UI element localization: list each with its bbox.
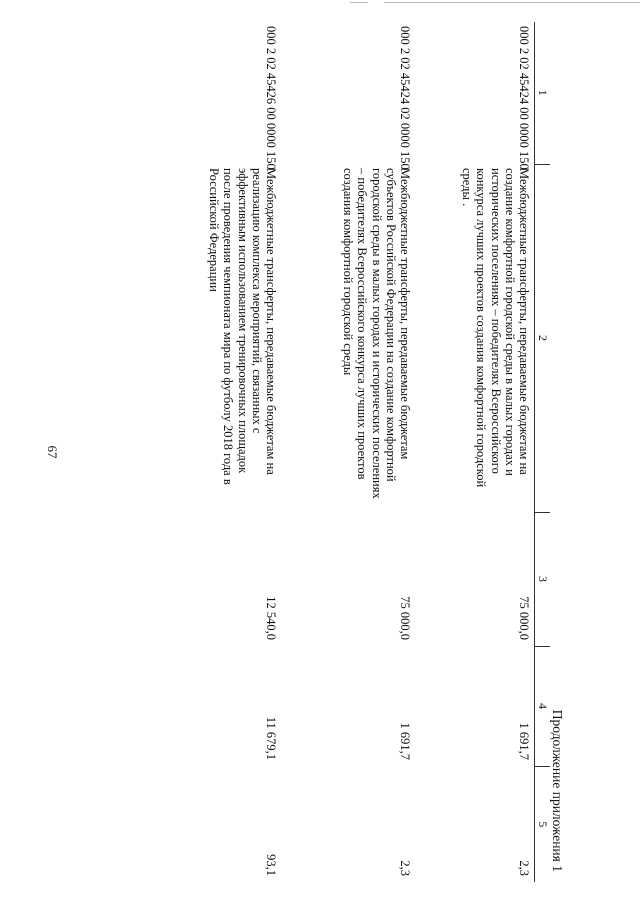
column-number-row [535, 22, 551, 882]
column-header: 4 [535, 646, 551, 766]
scan-artifact [384, 2, 640, 3]
budget-code: 000 2 02 45424 02 0000 150 [398, 26, 412, 170]
value-col5: 2,3 [517, 860, 531, 876]
scan-artifact [350, 2, 368, 3]
column-header: 3 [535, 512, 551, 646]
document-sheet [70, 22, 605, 882]
column-header: 1 [535, 22, 551, 164]
value-col4: 1 691,7 [517, 722, 531, 760]
table-row [415, 22, 535, 882]
row-description: Межбюджетные трансферты, передаваемые бюджетам субъектов Российской Федерации на создание комфортной городской среды в малых городах и исторических поселениях – победителях Всероссийского конкурса лучших проектов создания комфортной городской среды [341, 168, 412, 499]
budget-table [152, 22, 550, 882]
column-header: 2 [535, 164, 551, 512]
value-col5: 2,3 [398, 860, 412, 876]
value-col5: 93,1 [264, 854, 278, 876]
row-description: Межбюджетные трансферты, передаваемые бюджетам на создание комфортной городской среды в малых городах и исторических поселениях – победителях Всероссийского конкурса лучших проектов создания комфортной городской среды . [460, 168, 531, 488]
value-col3: 75 000,0 [398, 596, 412, 640]
table-row [152, 22, 281, 882]
rotated-content [70, 22, 605, 882]
table-row [281, 22, 415, 882]
row-description: Межбюджетные трансферты, передаваемые бюджетам на реализацию комплекса мероприятий, связанных с эффективным использованием тренировочных площадок после проведения чемпионата мира по футболу 2018 года в Российской Федерации [207, 168, 278, 485]
value-col3: 75 000,0 [517, 596, 531, 640]
value-col4: 11 679,1 [264, 716, 278, 760]
value-col3: 12 540,0 [264, 596, 278, 640]
appendix-caption: Продолжение приложения 1 [550, 709, 565, 872]
budget-code: 000 2 02 45424 00 0000 150 [517, 26, 531, 170]
value-col4: 1 691,7 [398, 722, 412, 760]
budget-code: 000 2 02 45426 00 0000 150 [264, 26, 278, 170]
column-header: 5 [535, 766, 551, 882]
page-number: 67 [45, 445, 60, 459]
